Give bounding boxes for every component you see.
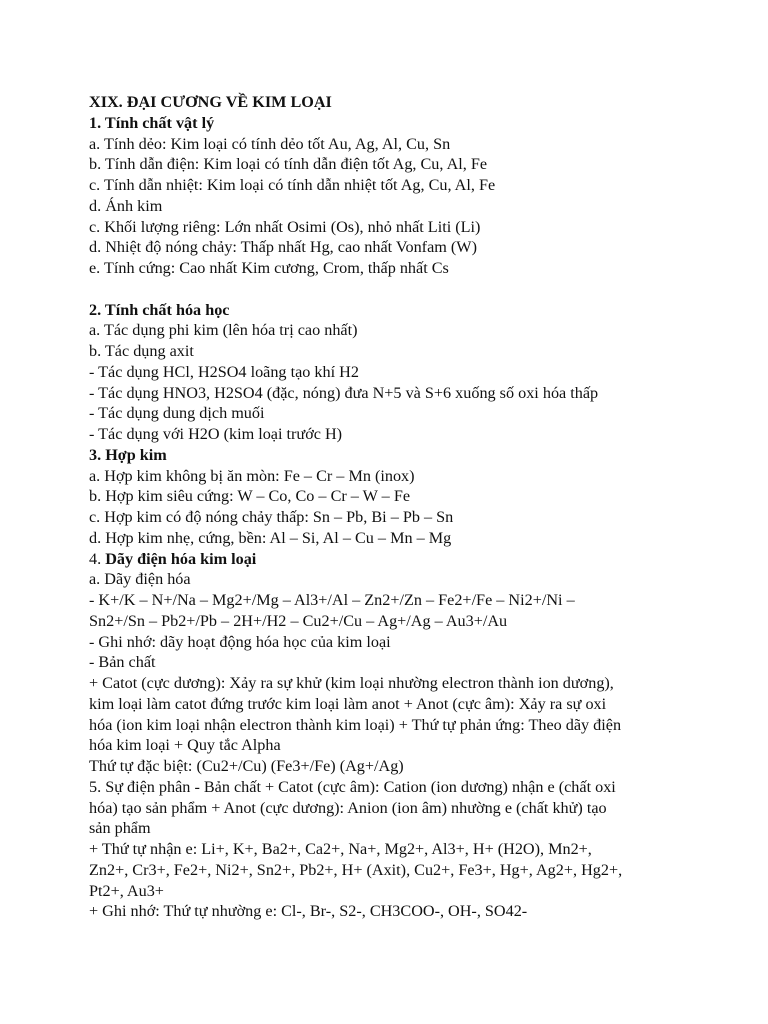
section-1-line: d. Nhiệt độ nóng chảy: Thấp nhất Hg, cao nhất Vonfam (W) [89, 238, 477, 257]
section-3-heading: 3. Hợp kim [89, 445, 167, 464]
document-page [89, 92, 689, 922]
section-4-heading [89, 549, 689, 570]
section-2-line: - Tác dụng HNO3, H2SO4 (đặc, nóng) đưa N+5 và S+6 xuống số oxi hóa thấp [89, 383, 599, 402]
section-5-line: Pt2+, Au3+ [89, 881, 164, 900]
section-4-number: 4. [89, 549, 102, 568]
section-4-line: - Bản chất [89, 653, 156, 672]
section-2-line: a. Tác dụng phi kim (lên hóa trị cao nhất) [89, 321, 358, 340]
section-5-line: Zn2+, Cr3+, Fe2+, Ni2+, Sn2+, Pb2+, H+ (Axit), Cu2+, Fe3+, Hg+, Ag2+, Hg2+, [89, 860, 623, 879]
section-3-line: c. Hợp kim có độ nóng chảy thấp: Sn – Pb, Bi – Pb – Sn [89, 508, 454, 526]
section-1-line: d. Ánh kim [89, 196, 163, 215]
section-5-line: hóa) tạo sản phẩm + Anot (cực dương): Anion (ion âm) nhường e (chất khử) tạo [89, 798, 607, 817]
section-1-heading: 1. Tính chất vật lý [89, 113, 215, 132]
document-title: XIX. ĐẠI CƯƠNG VỀ KIM LOẠI [89, 93, 332, 111]
section-3-line: d. Hợp kim nhẹ, cứng, bền: Al – Si, Al – Cu – Mn – Mg [89, 528, 452, 547]
section-4-line: - K+/K – N+/Na – Mg2+/Mg – Al3+/Al – Zn2+/Zn – Fe2+/Fe – Ni2+/Ni – [89, 591, 575, 609]
section-5-line: sản phẩm [89, 819, 151, 838]
section-1-line: b. Tính dẫn điện: Kim loại có tính dẫn điện tốt Ag, Cu, Al, Fe [89, 155, 488, 174]
section-4-line: a. Dãy điện hóa [89, 570, 191, 589]
section-3-line: b. Hợp kim siêu cứng: W – Co, Co – Cr – W – Fe [89, 487, 411, 506]
section-1-line: c. Tính dẫn nhiệt: Kim loại có tính dẫn nhiệt tốt Ag, Cu, Al, Fe [89, 176, 496, 194]
section-2-line: - Tác dụng HCl, H2SO4 loãng tạo khí H2 [89, 362, 359, 381]
section-4-line: - Ghi nhớ: dãy hoạt động hóa học của kim loại [89, 632, 391, 651]
section-4-line: hóa kim loại + Quy tắc Alpha [89, 736, 281, 755]
section-3-line: a. Hợp kim không bị ăn mòn: Fe – Cr – Mn (inox) [89, 466, 415, 485]
section-1-line: a. Tính dẻo: Kim loại có tính dẻo tốt Au, Ag, Al, Cu, Sn [89, 134, 451, 153]
section-4-line: kim loại làm catot đứng trước kim loại làm anot + Anot (cực âm): Xảy ra sự oxi [89, 694, 607, 713]
section-5-line: + Thứ tự nhận e: Li+, K+, Ba2+, Ca2+, Na+, Mg2+, Al3+, H+ (H2O), Mn2+, [89, 840, 592, 858]
section-2-line: - Tác dụng với H2O (kim loại trước H) [89, 425, 343, 443]
section-4-line: Sn2+/Sn – Pb2+/Pb – 2H+/H2 – Cu2+/Cu – Ag+/Ag – Au3+/Au [89, 611, 508, 630]
section-1-line: e. Tính cứng: Cao nhất Kim cương, Crom, thấp nhất Cs [89, 259, 449, 277]
section-4-line: hóa (ion kim loại nhận electron thành kim loại) + Thứ tự phản ứng: Theo dãy điện [89, 715, 622, 734]
section-2-heading: 2. Tính chất hóa học [89, 300, 230, 319]
blank-line [89, 279, 689, 300]
section-5-line: 5. Sự điện phân - Bản chất + Catot (cực âm): Cation (ion dương) nhận e (chất oxi [89, 777, 616, 796]
section-1-line: c. Khối lượng riêng: Lớn nhất Osimi (Os), nhỏ nhất Liti (Li) [89, 217, 481, 236]
section-2-line: - Tác dụng dung dịch muối [89, 404, 265, 423]
section-4-line: + Catot (cực dương): Xảy ra sự khử (kim loại nhường electron thành ion dương), [89, 674, 614, 692]
section-5-line: + Ghi nhớ: Thứ tự nhường e: Cl-, Br-, S2-, CH3COO-, OH-, SO42- [89, 902, 528, 921]
section-2-line: b. Tác dụng axit [89, 342, 194, 360]
section-4-title: Dãy điện hóa kim loại [101, 549, 257, 568]
section-4-line: Thứ tự đặc biệt: (Cu2+/Cu) (Fe3+/Fe) (Ag+/Ag) [89, 757, 404, 775]
